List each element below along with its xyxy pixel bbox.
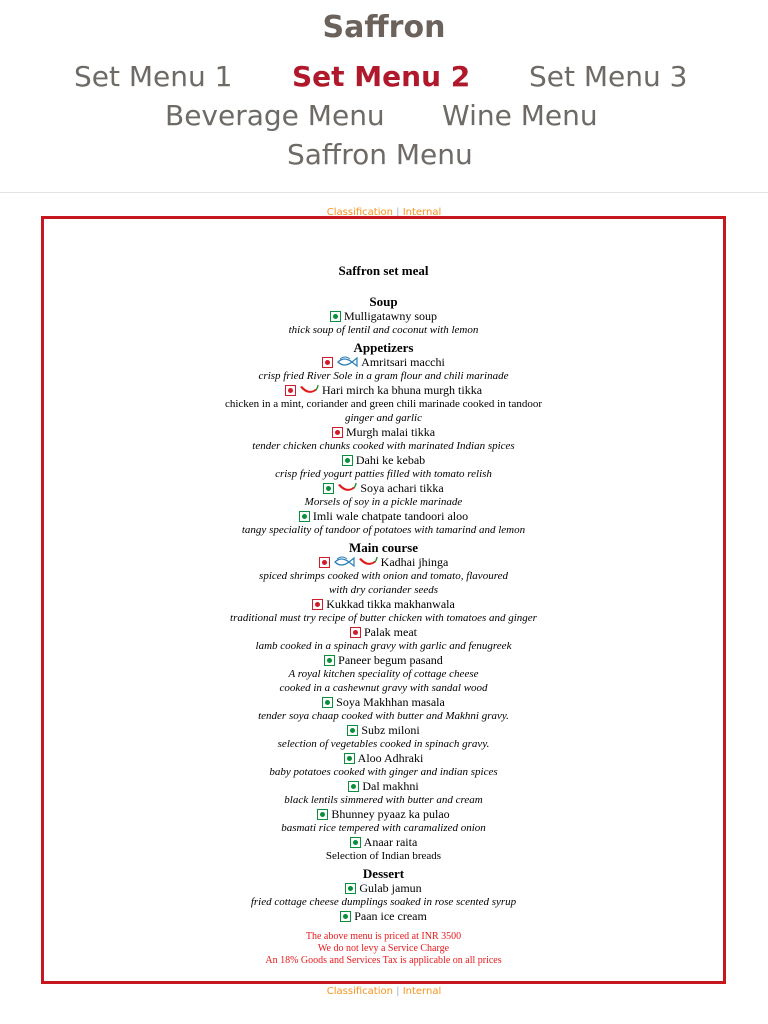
veg-marker-icon (350, 837, 361, 848)
menu-item (44, 425, 723, 439)
price-note: An 18% Goods and Services Tax is applicable on all prices (265, 955, 502, 966)
price-note: The above menu is priced at INR 3500 (305, 931, 462, 942)
menu-item (44, 355, 723, 369)
menu-document (41, 216, 726, 984)
nonveg-marker-icon (332, 427, 343, 438)
menu-item (44, 881, 723, 895)
dish-description: spiced shrimps cooked with onion and tomato, flavoured (259, 570, 508, 582)
menu-item (44, 653, 723, 667)
dish-description: tender chicken chunks cooked with marinated Indian spices (252, 440, 515, 452)
dish-description: crisp fried yogurt patties filled with tomato relish (275, 468, 492, 480)
veg-marker-icon (342, 455, 353, 466)
chili-icon (299, 384, 319, 396)
veg-marker-icon (317, 809, 328, 820)
dish-description: A royal kitchen speciality of cottage cheese (288, 668, 479, 680)
nonveg-marker-icon (350, 627, 361, 638)
menu-item (44, 751, 723, 765)
dish-name: Dal makhni (362, 779, 419, 793)
classification-bottom (0, 986, 768, 997)
dish-name: Kukkad tikka makhanwala (326, 597, 455, 611)
menu-item (44, 835, 723, 849)
dish-name: Hari mirch ka bhuna murgh tikka (321, 383, 483, 397)
section-title: Soup (369, 294, 398, 309)
section-title: Appetizers (353, 340, 414, 355)
menu-item (44, 909, 723, 923)
dish-description: basmati rice tempered with caramalized onion (281, 822, 486, 834)
dish-name: Subz miloni (361, 723, 420, 737)
dish-description: thick soup of lentil and coconut with lemon (288, 324, 479, 336)
nav-set-menu-2[interactable]: Set Menu 2 (292, 60, 471, 93)
fish-icon (333, 556, 355, 568)
classification-label: Classification (326, 986, 393, 997)
menu-item (44, 779, 723, 793)
dish-description: black lentils simmered with butter and cream (284, 794, 483, 806)
section-title: Dessert (362, 866, 405, 881)
dish-description: Selection of Indian breads (325, 850, 442, 862)
classification-value: Internal (402, 986, 442, 997)
dish-name: Soya Makhhan masala (336, 695, 445, 709)
nav-set-menu-1[interactable]: Set Menu 1 (74, 60, 233, 93)
site-header (0, 0, 768, 193)
dish-description: cooked in a cashewnut gravy with sandal wood (279, 682, 488, 694)
dish-description: ginger and garlic (345, 412, 422, 424)
dish-description: selection of vegetables cooked in spinach gravy. (277, 738, 490, 750)
nonveg-marker-icon (322, 357, 333, 368)
dish-description: with dry coriander seeds (328, 584, 439, 596)
menu-item (44, 481, 723, 495)
price-notes (44, 931, 723, 967)
veg-marker-icon (345, 883, 356, 894)
nav-set-menu-3[interactable]: Set Menu 3 (529, 60, 688, 93)
classification-separator: | (396, 986, 400, 997)
dish-name: Dahi ke kebab (355, 453, 426, 467)
menu-content (44, 263, 723, 967)
dish-name: Anaar raita (363, 835, 418, 849)
veg-marker-icon (323, 483, 334, 494)
veg-marker-icon (322, 697, 333, 708)
dish-name: Bhunney pyaaz ka pulao (331, 807, 450, 821)
menu-item (44, 695, 723, 709)
chili-icon (358, 556, 378, 568)
brand-title: Saffron (322, 10, 446, 45)
dish-name: Gulab jamun (359, 881, 422, 895)
dish-name: Imli wale chatpate tandoori aloo (312, 509, 469, 523)
dish-description: tangy speciality of tandoor of potatoes with tamarind and lemon (241, 524, 526, 536)
classification-separator: | (396, 207, 400, 218)
nav-wine-menu[interactable]: Wine Menu (442, 99, 598, 132)
veg-marker-icon (340, 911, 351, 922)
dish-name: Murgh malai tikka (345, 425, 436, 439)
dish-description: crisp fried River Sole in a gram flour and chili marinade (258, 370, 509, 382)
dish-name: Mulligatawny soup (344, 309, 437, 323)
dish-name: Amritsari macchi (361, 355, 445, 369)
dish-description: Morsels of soy in a pickle marinade (304, 496, 463, 508)
dish-description: tender soya chaap cooked with butter and Makhni gravy. (258, 710, 509, 722)
menu-item (44, 807, 723, 821)
price-note: We do not levy a Service Charge (317, 943, 450, 954)
menu-item (44, 309, 723, 323)
dish-name: Paan ice cream (354, 909, 427, 923)
fish-icon (336, 356, 358, 368)
nonveg-marker-icon (285, 385, 296, 396)
dish-name: Aloo Adhraki (357, 751, 424, 765)
dish-description: fried cottage cheese dumplings soaked in rose scented syrup (250, 896, 517, 908)
menu-item (44, 383, 723, 397)
dish-description: lamb cooked in a spinach gravy with garlic and fenugreek (255, 640, 512, 652)
veg-marker-icon (344, 753, 355, 764)
menu-title: Saffron set meal (338, 263, 429, 278)
veg-marker-icon (347, 725, 358, 736)
nav-saffron-menu[interactable]: Saffron Menu (287, 138, 473, 171)
menu-item (44, 453, 723, 467)
dish-name: Soya achari tikka (360, 481, 444, 495)
menu-item (44, 597, 723, 611)
nonveg-marker-icon (312, 599, 323, 610)
menu-item (44, 625, 723, 639)
veg-marker-icon (330, 311, 341, 322)
menu-item (44, 723, 723, 737)
menu-item (44, 555, 723, 569)
classification-value: Internal (402, 207, 442, 218)
dish-description: baby potatoes cooked with ginger and indian spices (269, 766, 498, 778)
section-title: Main course (349, 540, 418, 555)
veg-marker-icon (299, 511, 310, 522)
chili-icon (337, 482, 357, 494)
dish-name: Paneer begum pasand (338, 653, 443, 667)
veg-marker-icon (324, 655, 335, 666)
dish-description: traditional must try recipe of butter chicken with tomatoes and ginger (230, 612, 537, 624)
nonveg-marker-icon (319, 557, 330, 568)
dish-name: Palak meat (364, 625, 417, 639)
veg-marker-icon (348, 781, 359, 792)
classification-label: Classification (326, 207, 393, 218)
dish-name: Kadhai jhinga (380, 555, 449, 569)
menu-item (44, 509, 723, 523)
dish-description: chicken in a mint, coriander and green chili marinade cooked in tandoor (224, 398, 543, 410)
nav-beverage-menu[interactable]: Beverage Menu (165, 99, 385, 132)
